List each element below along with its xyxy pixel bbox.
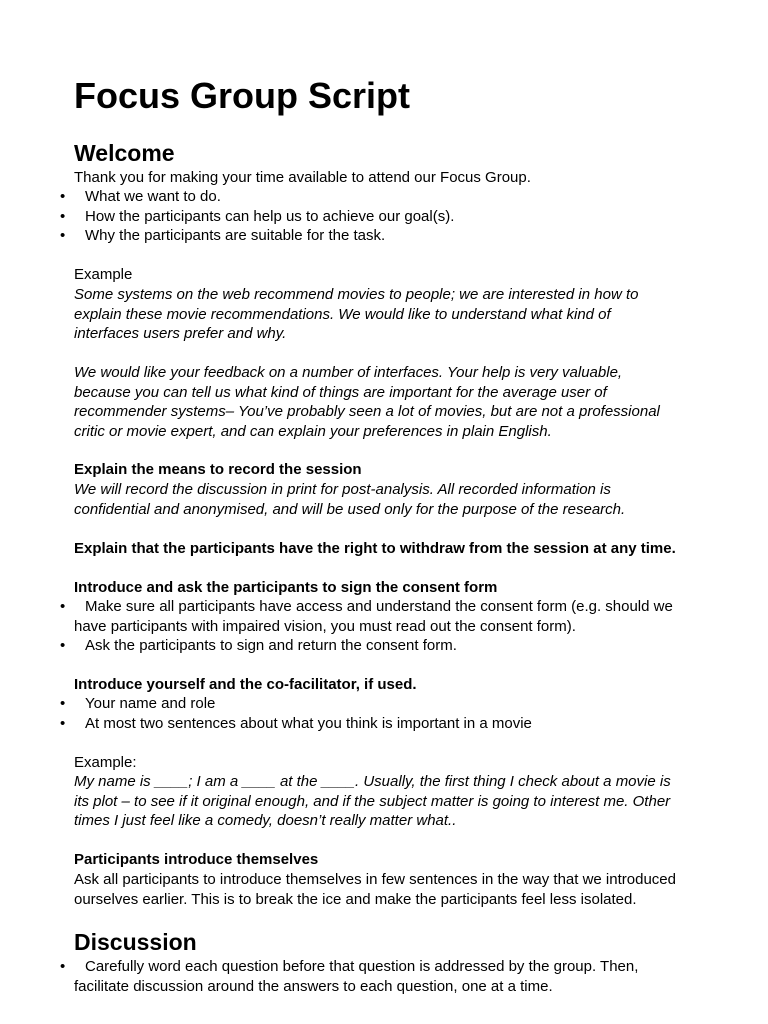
welcome-bullet-2: How the participants can help us to achieve our goal(s). [85, 208, 455, 225]
bullet-marker: • [60, 598, 66, 615]
document-title: Focus Group Script [74, 75, 411, 116]
welcome-bullet-3: Why the participants are suitable for the task. [85, 227, 386, 244]
bullet-marker: • [60, 715, 66, 732]
feedback-line: recommender systems– You’ve probably seen a lot of movies, but are not a professional [74, 403, 660, 421]
welcome-intro: Thank you for making your time available to attend our Focus Group. [74, 169, 531, 186]
bullet-marker: • [60, 188, 66, 205]
introduce-bullet-2: At most two sentences about what you think is important in a movie [85, 715, 532, 732]
withdraw-heading: Explain that the participants have the right to withdraw from the session at any time. [74, 540, 676, 557]
consent-bullet-1 [74, 597, 673, 636]
participants-line: Ask all participants to introduce themselves in few sentences in the way that we introduced [74, 871, 676, 888]
bullet-marker: • [60, 958, 66, 975]
discussion-bullet-1 [74, 957, 638, 996]
feedback-line: because you can tell us what kind of things are important for the average user of [74, 383, 607, 401]
record-line: We will record the discussion in print for post-analysis. All recorded information is [74, 481, 611, 498]
introduce-example-paragraph [74, 772, 714, 831]
example-line: Some systems on the web recommend movies to people; we are interested in how to [74, 286, 639, 303]
introduce-example-line: My name is ____; I am a ____ at the ____. Usually, the first thing I check about a movie is [74, 773, 671, 790]
feedback-line: We would like your feedback on a number of interfaces. Your help is very valuable, [74, 364, 623, 381]
participants-heading: Participants introduce themselves [74, 851, 319, 868]
consent-bullet-1-line: have participants with impaired vision, you must read out the consent form). [74, 617, 576, 635]
record-line: confidential and anonymised, and will be used only for the purpose of the research. [74, 500, 626, 518]
welcome-bullet-1: What we want to do. [85, 188, 221, 205]
feedback-line: critic or movie expert, and can explain your preferences in plain English. [74, 422, 552, 440]
record-heading: Explain the means to record the session [74, 461, 362, 478]
consent-bullet-1-line: Make sure all participants have access and understand the consent form (e.g. should we [85, 598, 673, 615]
consent-heading: Introduce and ask the participants to sign the consent form [74, 579, 498, 596]
bullet-marker: • [60, 208, 66, 225]
participants-line: ourselves earlier. This is to break the ice and make the participants feel less isolated. [74, 890, 637, 908]
feedback-paragraph [74, 363, 714, 441]
discussion-bullet-1-line: Carefully word each question before that question is addressed by the group. Then, [85, 958, 639, 975]
example-line: interfaces users prefer and why. [74, 325, 287, 343]
welcome-heading: Welcome [74, 140, 175, 166]
introduce-bullet-1: Your name and role [85, 695, 216, 712]
participants-paragraph [74, 870, 714, 909]
example-line: explain these movie recommendations. We would like to understand what kind of [74, 305, 611, 323]
introduce-example-line: times I just feel like a comedy, doesn’t really matter what.. [74, 812, 457, 830]
consent-bullet-2: Ask the participants to sign and return the consent form. [85, 637, 457, 654]
bullet-marker: • [60, 695, 66, 712]
bullet-marker: • [60, 227, 66, 244]
introduce-heading: Introduce yourself and the co-facilitator, if used. [74, 676, 417, 693]
discussion-bullet-1-line: facilitate discussion around the answers to each question, one at a time. [74, 977, 553, 995]
introduce-example-label: Example: [74, 754, 137, 771]
record-paragraph [74, 480, 714, 519]
discussion-heading: Discussion [74, 929, 197, 955]
example-label: Example [74, 266, 133, 283]
bullet-marker: • [60, 637, 66, 654]
example-paragraph [74, 285, 714, 344]
introduce-example-line: its plot – to see if it original enough, and if the subject matter is going to interest me. Other [74, 792, 671, 810]
